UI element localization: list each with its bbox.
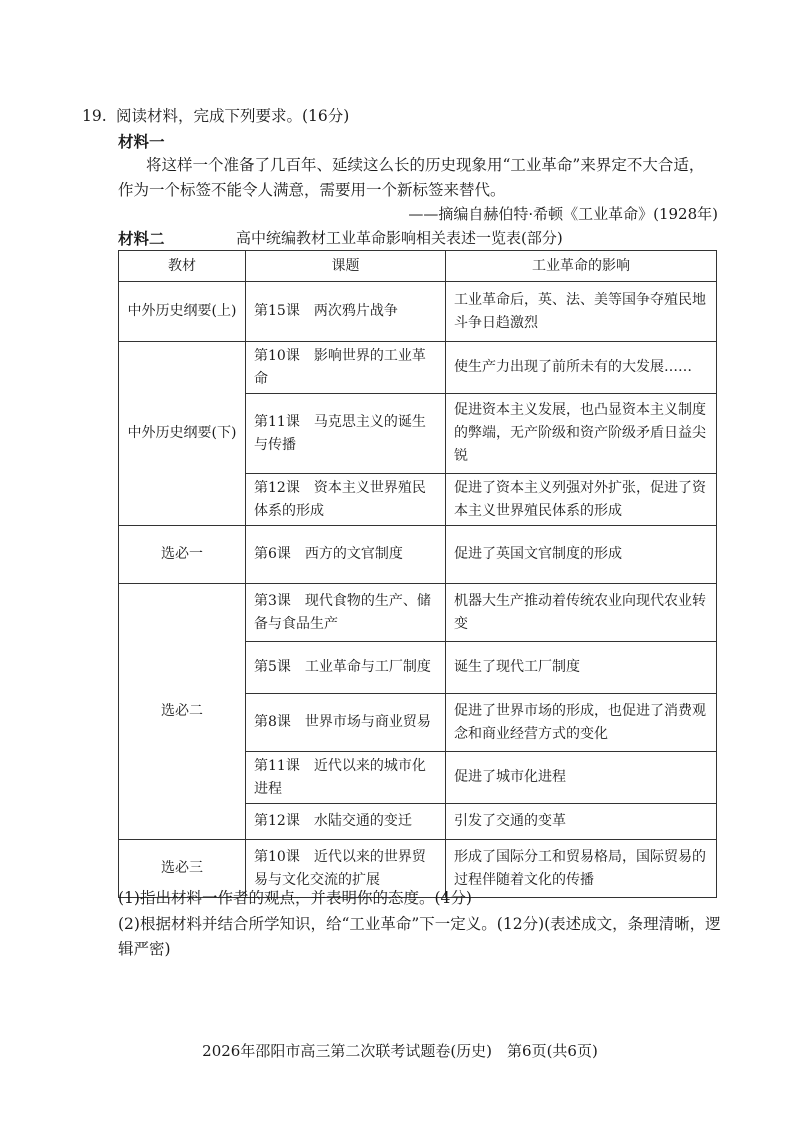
material1-source: ——摘编自赫伯特·希顿《工业革命》(1928年) [408,205,718,223]
question-title [82,104,349,126]
impact-cell: 促进了世界市场的形成，也促进了消费观念和商业经营方式的变化 [446,694,717,752]
textbook-cell: 中外历史纲要(下) [119,342,246,526]
impact-table [118,250,717,898]
textbook-cell: 中外历史纲要(上) [119,282,246,342]
table-row [119,342,717,394]
lesson-cell: 第10课 影响世界的工业革命 [246,342,446,394]
table-header: 教材 [119,251,246,282]
lesson-cell: 第5课 工业革命与工厂制度 [246,642,446,694]
impact-cell: 促进资本主义发展，也凸显资本主义制度的弊端，无产阶级和资产阶级矛盾日益尖锐 [446,394,717,474]
material1-label: 材料一 [118,132,165,151]
material2-label: 材料二 [118,229,165,248]
lesson-cell: 第12课 水陆交通的变迁 [246,804,446,840]
material1-text: 将这样一个准备了几百年、延续这么长的历史现象用“工业革命”来界定不大合适，作为一个标签不能令人满意，需要用一个新标签来替代。 [118,156,705,199]
subquestion-2: (2)根据材料并结合所学知识，给“工业革命”下一定义。(12分)(表述成文，条理清晰，逻辑严密) [118,915,721,958]
table-header: 工业革命的影响 [446,251,717,282]
page-footer: 2026年邵阳市高三第二次联考试题卷(历史) 第6页(共6页) [202,1042,598,1060]
subquestion-1: (1)指出材料一作者的观点，并表明你的态度。(4分) [118,889,472,907]
impact-cell: 促进了城市化进程 [446,752,717,804]
table-caption: 高中统编教材工业革命影响相关表述一览表(部分) [236,229,563,247]
impact-cell: 形成了国际分工和贸易格局，国际贸易的过程伴随着文化的传播 [446,840,717,898]
textbook-cell: 选必三 [119,840,246,898]
impact-cell: 促进了英国文官制度的形成 [446,526,717,584]
impact-cell: 使生产力出现了前所未有的大发展…… [446,342,717,394]
lesson-cell: 第12课 资本主义世界殖民体系的形成 [246,474,446,526]
table-row [119,584,717,642]
lesson-cell: 第11课 马克思主义的诞生与传播 [246,394,446,474]
textbook-cell: 选必二 [119,584,246,840]
lesson-cell: 第11课 近代以来的城市化进程 [246,752,446,804]
question-prompt: 阅读材料，完成下列要求。(16分) [116,107,350,125]
lesson-cell: 第15课 两次鸦片战争 [246,282,446,342]
impact-cell: 引发了交通的变革 [446,804,717,840]
lesson-cell: 第10课 近代以来的世界贸易与文化交流的扩展 [246,840,446,898]
lesson-cell: 第8课 世界市场与商业贸易 [246,694,446,752]
table-row [119,526,717,584]
table-header-row [119,251,717,282]
textbook-cell: 选必一 [119,526,246,584]
lesson-cell: 第6课 西方的文官制度 [246,526,446,584]
impact-cell: 工业革命后，英、法、美等国争夺殖民地斗争日趋激烈 [446,282,717,342]
question-number: 19. [82,107,107,125]
impact-cell: 诞生了现代工厂制度 [446,642,717,694]
lesson-cell: 第3课 现代食物的生产、储备与食品生产 [246,584,446,642]
impact-cell: 促进了资本主义列强对外扩张，促进了资本主义世界殖民体系的形成 [446,474,717,526]
impact-cell: 机器大生产推动着传统农业向现代农业转变 [446,584,717,642]
table-header: 课题 [246,251,446,282]
table-row [119,282,717,342]
